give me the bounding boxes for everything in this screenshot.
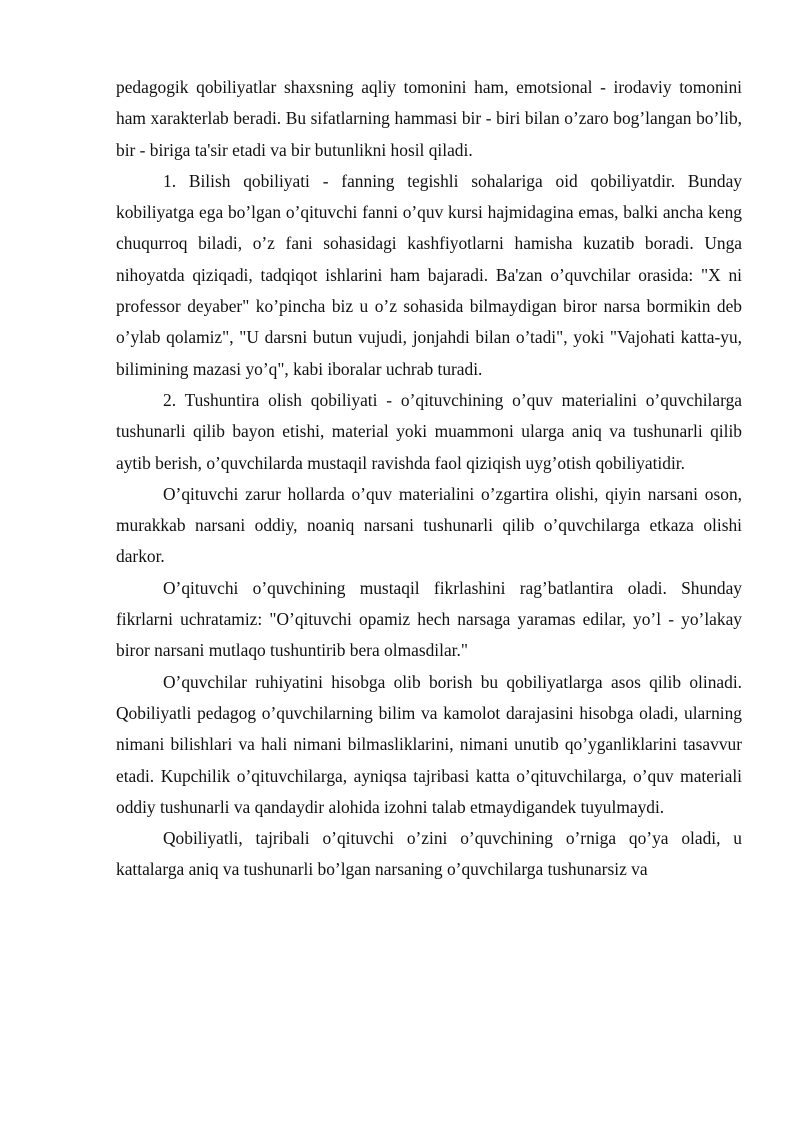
paragraph-material-ozgartirish: O’qituvchi zarur hollarda o’quv materialini o’zgartira olishi, qiyin narsani oson, murakkab narsani oddiy, noaniq narsani tushunarli qilib o’quvchilarga etkaza olishi darkor. <box>116 483 742 567</box>
paragraph-tushuntira-olish: 2. Tushuntira olish qobiliyati - o’qituvchining o’quv materialini o’quvchilarga tushunarli qilib bayon etishi, material yoki muammoni ularga aniq va tushunarli qilib aytib berish, o’quvchilarda mustaqil ravishda faol qiziqish uyg’otish qobiliyatidir. <box>116 389 742 473</box>
paragraph-tajribali-oqituvchi: Qobiliyatli, tajribali o’qituvchi o’zini o’quvchining o’rniga qo’ya oladi, u kattalarga aniq va tushunarli bo’lgan narsaning o’quvchilarga tushunarsiz va <box>116 828 742 880</box>
document-page <box>116 72 742 886</box>
paragraph-mustaqil-fikrlash: O’qituvchi o’quvchining mustaqil fikrlashini rag’batlantira oladi. Shunday fikrlarni uchratamiz: "O’qituvchi opamiz hech narsaga yaramas edilar, yo’l - yo’lakay biror narsani mutlaqo tushuntirib bera olmasdilar." <box>116 577 742 661</box>
paragraph-continuation: pedagogik qobiliyatlar shaxsning aqliy tomonini ham, emotsional - irodaviy tomonini ham xarakterlab beradi. Bu sifatlarning hammasi bir - biri bilan o’zaro bog’langan bo’lib, bir - biriga ta'sir etadi va bir butunlikni hosil qiladi. <box>116 77 742 160</box>
paragraph-bilish-qobiliyati: 1. Bilish qobiliyati - fanning tegishli sohalariga oid qobiliyatdir. Bunday kobiliyatga ega bo’lgan o’qituvchi fanni o’quv kursi hajmidagina emas, balki ancha keng chuqurroq biladi, o’z fani sohasidagi kashfiyotlarni hamisha kuzatib boradi. Unga nihoyatda qiziqadi, tadqiqot ishlarini ham bajaradi. Ba'zan o’quvchilar orasida: "X ni professor deyaber" ko’pincha biz u o’z sohasida bilmaydigan biror narsa bormikin deb o’ylab qolamiz", "U darsni butun vujudi, jonjahdi bilan o’tadi", yoki "Vajohati katta-yu, bilimining mazasi yo’q", kabi iboralar uchrab turadi. <box>116 170 742 379</box>
paragraph-ruhiyat-hisobga: O’quvchilar ruhiyatini hisobga olib borish bu qobiliyatlarga asos qilib olinadi. Qobiliyatli pedagog o’quvchilarning bilim va kamolot darajasini hisobga oladi, ularning nimani bilishlari va hali nimani bilmasliklarini, nimani unutib qo’yganliklarini tasavvur etadi. Kupchilik o’qituvchilarga, ayniqsa tajribasi katta o’qituvchilarga, o’quv materiali oddiy tushunarli va qandaydir alohida izohni talab etmaydigandek tuyulmaydi. <box>116 671 742 817</box>
